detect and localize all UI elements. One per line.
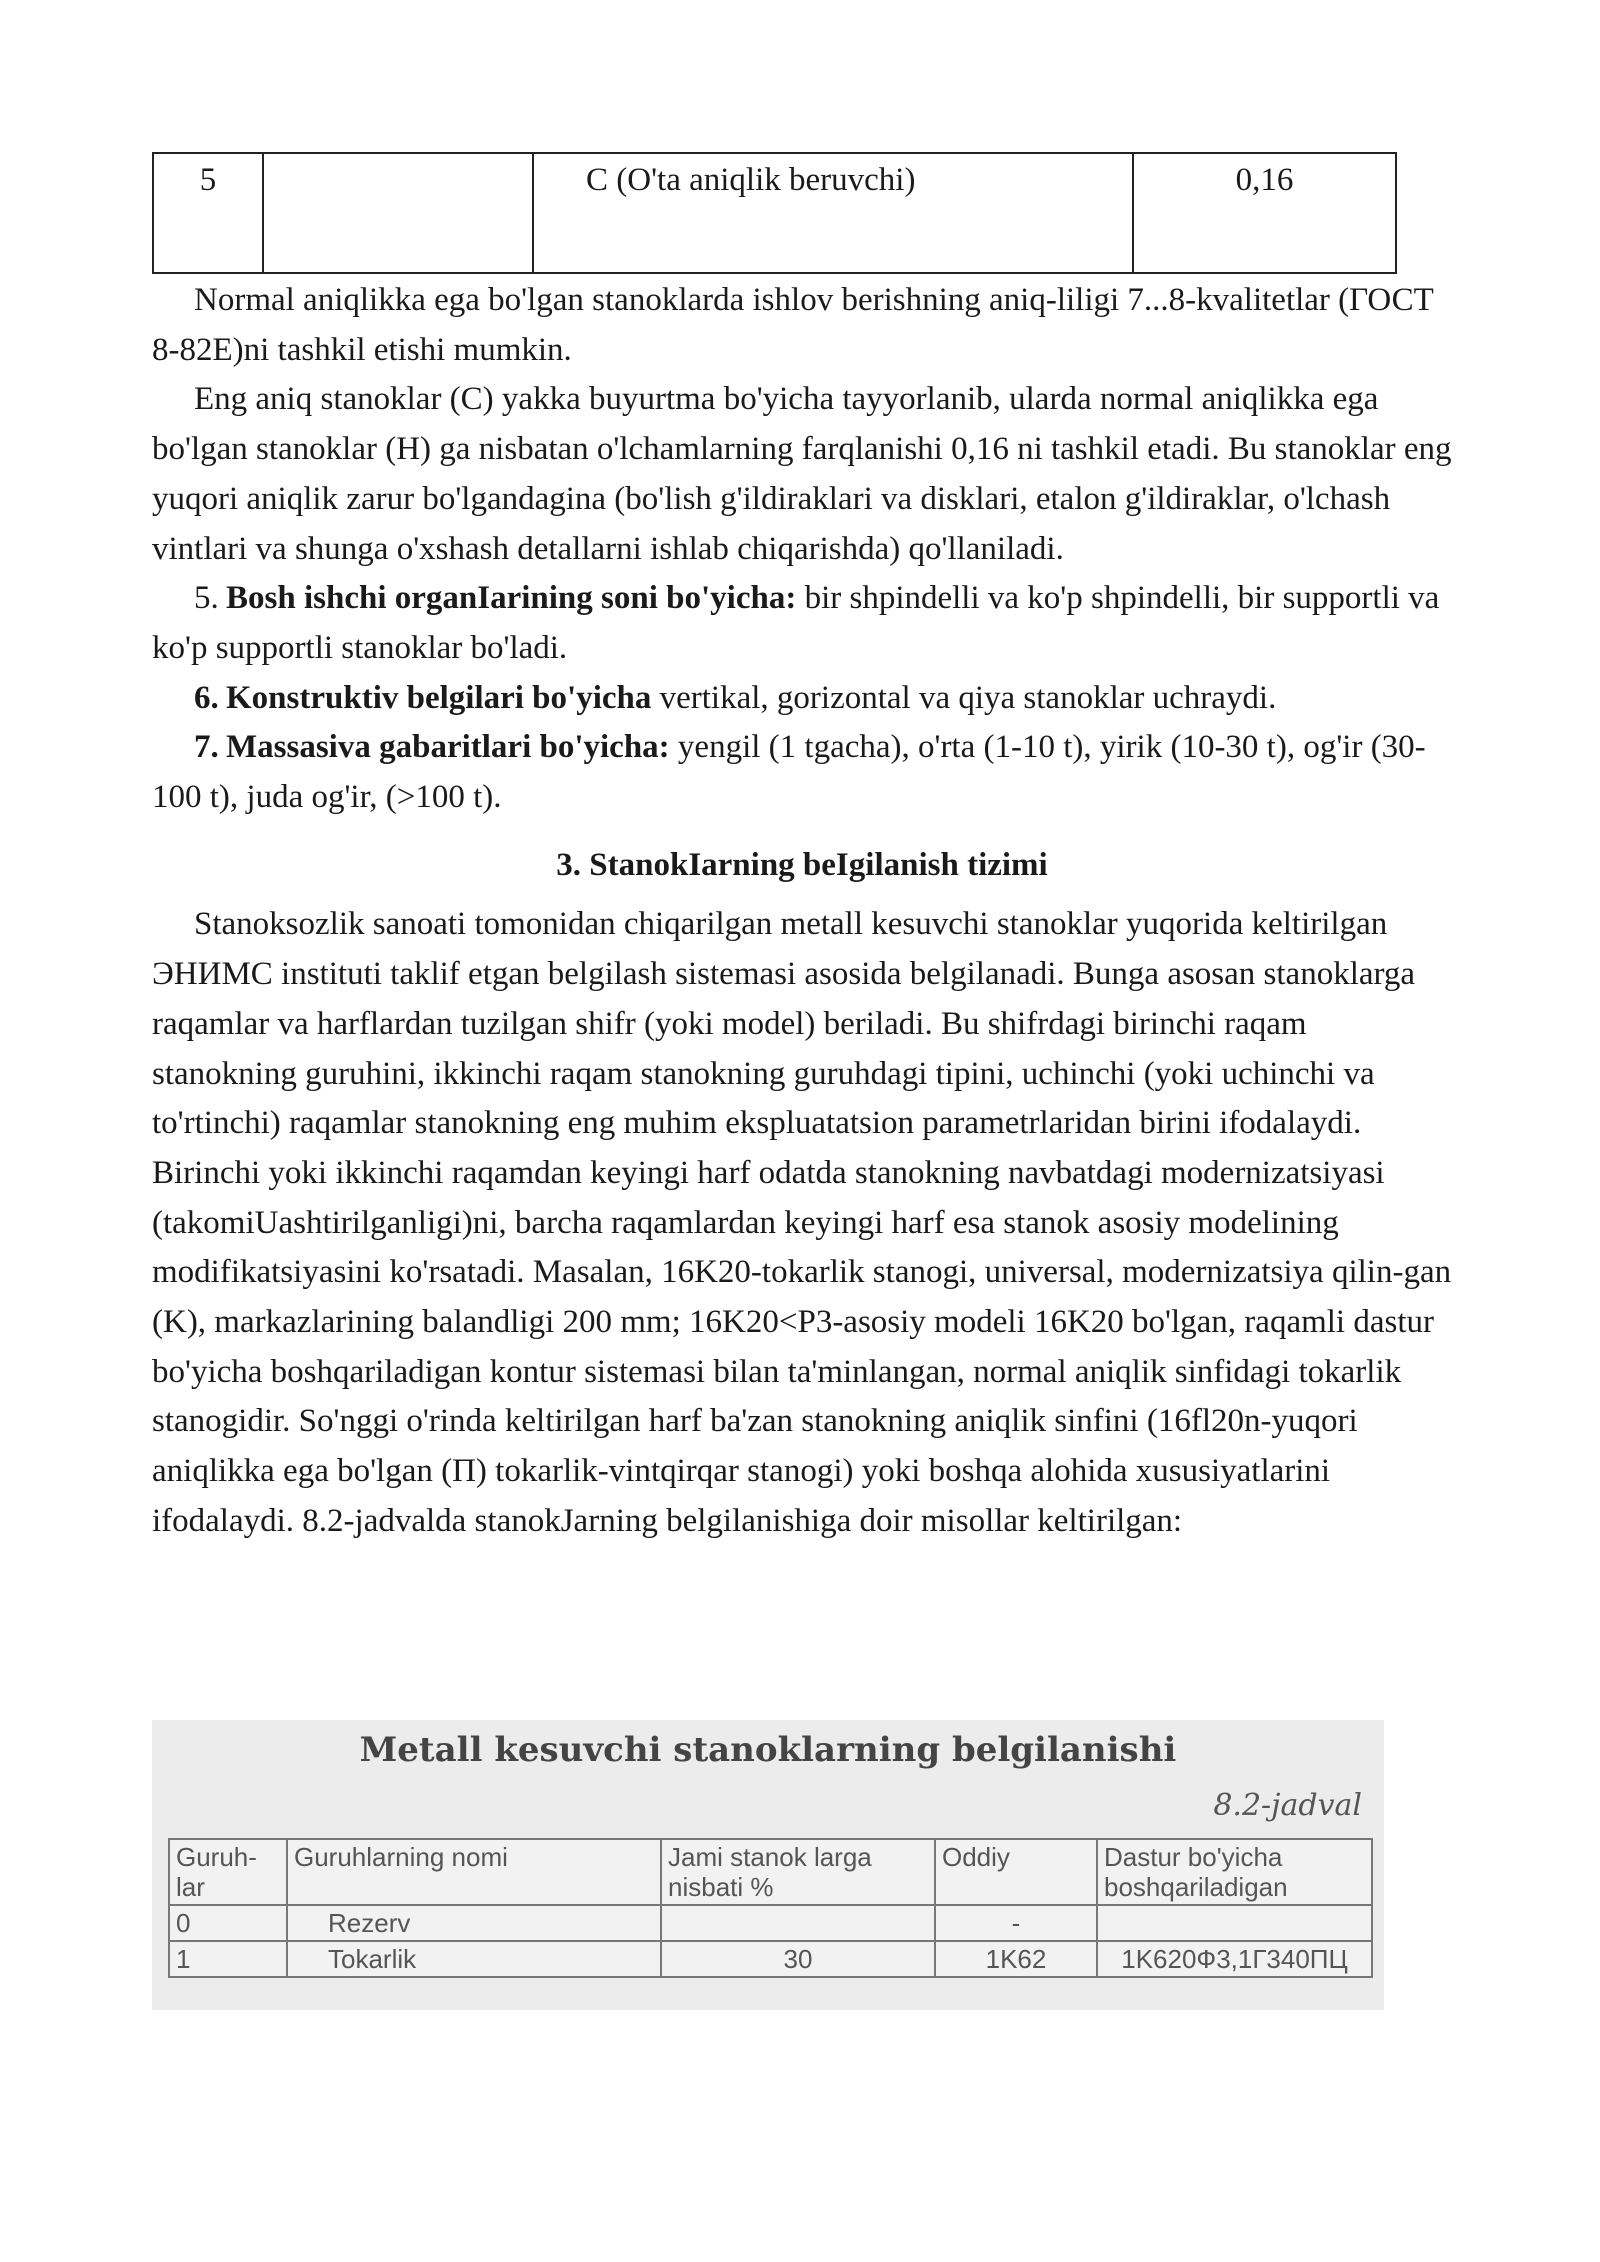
table-cell: Rezerv	[287, 1905, 661, 1941]
list-item-6	[152, 674, 1452, 724]
table-cell: С (O'ta aniqlik beruvchi)	[533, 153, 1133, 273]
list-item-text: bir shpindelli va ko'p shpindelli, bir supportli va ko'p supportli stanoklar bo'ladi.	[152, 580, 1440, 666]
machine-designation-table	[168, 1838, 1373, 1978]
column-header: Jami stanok larga nisbati %	[661, 1839, 935, 1905]
list-number: 7.	[194, 729, 219, 766]
section-heading: 3. StanokIarning beIgilanish tizimi	[556, 846, 1048, 883]
list-item-term: Massasiva gabaritlari bo'yicha:	[226, 729, 670, 766]
paragraph-designation-system: Stanoksozlik sanoati tomonidan chiqarilgan metall kesuvchi stanoklar yuqorida keltirilgan ЭНИМС instituti taklif etgan belgilash sistemasi asosida belgilanadi. Bunga asosan stanoklarga raqamlar va harflardan tuzilgan shifr (yoki model) beriladi. Bu shifrdagi birinchi raqam stanokning guruhini, ikkinchi raqam stanokning guruhdagi tipini, uchinchi (yoki uchinchi va to'rtinchi) raqamlar stanokning eng muhim ekspluatatsion parametrlaridan birini ifodalaydi. Birinchi yoki ikkinchi raqamdan keyingi harf odatda stanokning navbatdagi modernizatsiyasi (takomiUashtirilganligi)ni, barcha raqamlardan keyingi harf esa stanok asosiy modelining modifikatsiyasini ko'rsatadi. Masalan, 16K20-tokarlik stanogi, universal, modernizatsiya qilin-gan (K), markazlarining balandligi 200 mm; 16K20<P3-asosiy modeli 16K20 bo'lgan, raqamli dastur bo'yicha boshqariladigan kontur sistemasi bilan ta'minlangan, normal aniqlik sinfidagi tokarlik stanogidir. So'nggi o'rinda keltirilgan harf ba'zan stanokning aniqlik sinfini (16fl20n-yuqori aniqlikka ega bo'lgan (П) tokarlik-vintqirqar stanogi) yoki boshqa alohida xususiyatlarini ifodalaydi. 8.2-jadvalda stanokJarning belgilanishiga doir misollar keltirilgan:	[152, 906, 1452, 1539]
table-row	[169, 1941, 1372, 1977]
figure-label: 8.2-jadval	[1213, 1788, 1362, 1823]
column-header: Guruh-lar	[169, 1839, 287, 1905]
table-row	[169, 1905, 1372, 1941]
table-row	[153, 153, 1396, 273]
table-cell: 1	[169, 1941, 287, 1977]
list-item-5	[152, 574, 1452, 673]
list-item-7	[152, 723, 1452, 822]
table-cell	[1097, 1905, 1372, 1941]
figure-title: Metall kesuvchi stanoklarning belgilanishi	[359, 1730, 1177, 1770]
table-header-row	[169, 1839, 1372, 1905]
table-cell: 5	[153, 153, 263, 273]
list-number: 6.	[194, 679, 219, 716]
table-cell: 30	[661, 1941, 935, 1977]
table-cell: 0	[169, 1905, 287, 1941]
table-cell	[661, 1905, 935, 1941]
column-header: Dastur bo'yicha boshqariladigan	[1097, 1839, 1372, 1905]
list-number: 5.	[194, 580, 219, 617]
list-item-term: Konstruktiv belgilari bo'yicha	[226, 679, 652, 716]
list-item-term: Bosh ishchi organIarining soni bo'yicha:	[226, 580, 797, 617]
column-header: Oddiy	[935, 1839, 1097, 1905]
list-item-text: yengil (1 tgacha), o'rta (1-10 t), yirik (10-30 t), og'ir (30-100 t), juda og'ir, (>100 t).	[152, 729, 1426, 816]
table-cell	[263, 153, 533, 273]
table-cell: 1K620Ф3,1Г340ПЦ	[1097, 1941, 1372, 1977]
paragraph-high-precision: Eng aniq stanoklar (C) yakka buyurtma bo'yicha tayyorlanib, ularda normal aniqlikka ega bo'lgan stanoklar (H) ga nisbatan o'lchamlarning farqlanishi 0,16 ni tashkil etadi. Bu stanoklar eng yuqori aniqlik zarur bo'lgandagina (bo'lish g'ildiraklari va disklari, etalon g'ildiraklar, o'lchash vintlari va shunga o'xshash detallarni ishlab chiqarishda) qo'llaniladi.	[152, 381, 1452, 567]
table-cell: Tokarlik	[287, 1941, 661, 1977]
table-cell: -	[935, 1905, 1097, 1941]
scanned-table-figure	[152, 1720, 1384, 2010]
column-header: Guruhlarning nomi	[287, 1839, 661, 1905]
document-body	[152, 276, 1452, 1547]
paragraph-normal-precision: Normal aniqlikka ega bo'lgan stanoklarda ishlov berishning aniq-liligi 7...8-kvalitetlar (ГОСТ 8-82E)ni tashkil etishi mumkin.	[152, 282, 1434, 368]
table-cell: 1K62	[935, 1941, 1097, 1977]
precision-table-fragment	[152, 152, 1397, 274]
table-cell: 0,16	[1133, 153, 1396, 273]
list-item-text: vertikal, gorizontal va qiya stanoklar uchraydi.	[651, 679, 1277, 716]
